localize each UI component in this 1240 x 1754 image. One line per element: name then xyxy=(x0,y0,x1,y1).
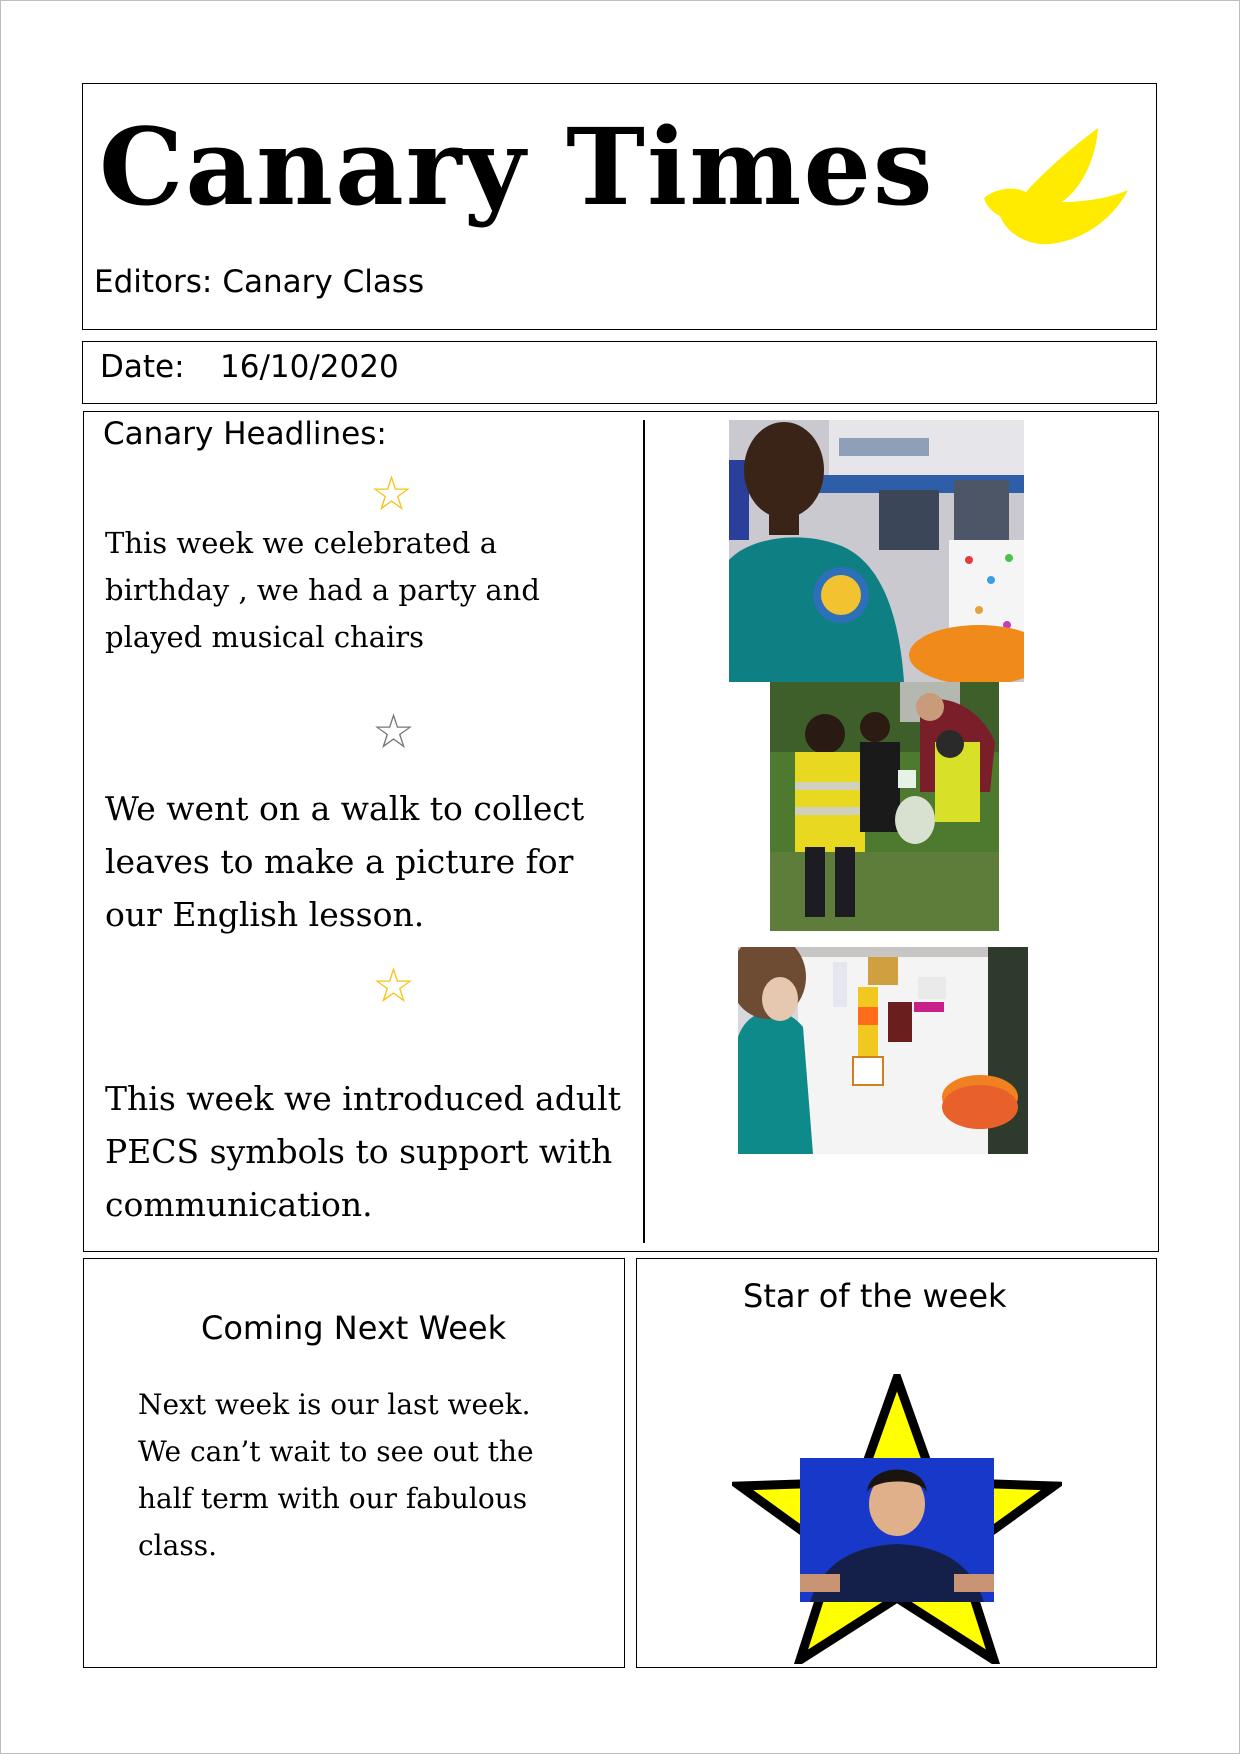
star-icon: ☆ xyxy=(372,958,416,1014)
pecs-photo xyxy=(738,947,1028,1154)
story-birthday: This week we celebrated a birthday , we had a party and played musical chairs xyxy=(105,526,540,654)
coming-next-week-body: Next week is our last week. We can’t wait to see out the half term with our fabulous class. xyxy=(138,1388,534,1562)
column-divider xyxy=(643,420,645,1243)
birthday-photo xyxy=(729,420,1024,682)
date-box xyxy=(82,341,1157,404)
coming-next-week-box xyxy=(83,1258,625,1668)
story-leaves-walk: We went on a walk to collect leaves to make a picture for our English lesson. xyxy=(105,789,585,934)
headlines-section xyxy=(83,411,1159,1252)
coming-next-week-title: Coming Next Week xyxy=(201,1309,507,1347)
date-value: 16/10/2020 xyxy=(220,349,399,385)
star-icon: ☆ xyxy=(372,704,416,760)
star-of-week-title: Star of the week xyxy=(743,1277,1007,1315)
yellow-bird-icon xyxy=(976,128,1136,252)
editors-label: Editors: xyxy=(94,264,213,300)
leaves-walk-photo xyxy=(770,682,999,931)
star-pupil-photo xyxy=(800,1458,994,1602)
editors-value: Canary Class xyxy=(222,264,425,300)
masthead xyxy=(82,83,1157,330)
star-icon: ☆ xyxy=(370,466,414,522)
editors-line xyxy=(94,264,424,300)
newsletter-title: Canary Times xyxy=(99,104,935,229)
star-of-week-box xyxy=(636,1258,1157,1668)
headlines-title: Canary Headlines: xyxy=(103,416,387,452)
star-of-week-badge xyxy=(732,1374,1062,1664)
date-label: Date: xyxy=(100,349,185,385)
story-pecs: This week we introduced adult PECS symbols to support with communication. xyxy=(105,1079,621,1224)
